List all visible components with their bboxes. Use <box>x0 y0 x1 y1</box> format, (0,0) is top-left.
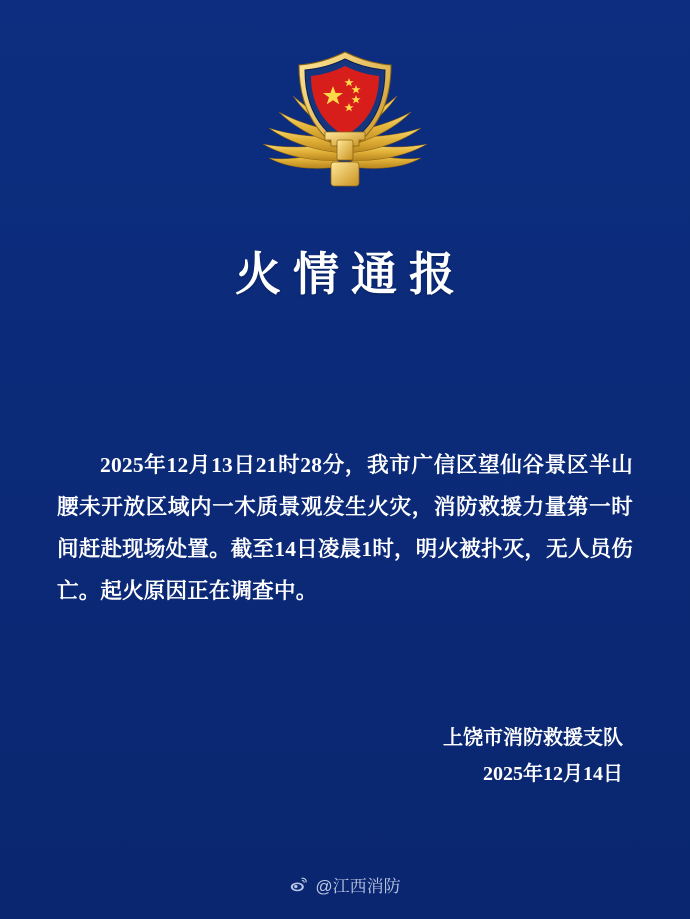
notice-body <box>57 444 633 612</box>
signature-organization: 上饶市消防救援支队 <box>443 727 623 749</box>
signature-date: 2025年12月14日 <box>483 763 623 785</box>
china-police-fire-emblem-icon <box>225 34 465 194</box>
notice-body-paragraph: 2025年12月13日21时28分，我市广信区望仙谷景区半山腰未开放区域内一木质景观发生火灾，消防救援力量第一时间赶赴现场处置。截至14日凌晨1时，明火被扑灭，无人员伤亡。起火原因正在调查中。 <box>57 453 633 603</box>
weibo-icon <box>289 875 308 894</box>
signature-block <box>57 720 633 792</box>
page-title: 火情通报 <box>235 249 467 300</box>
weibo-handle: @江西消防 <box>315 877 401 896</box>
footer-watermark <box>0 872 690 897</box>
